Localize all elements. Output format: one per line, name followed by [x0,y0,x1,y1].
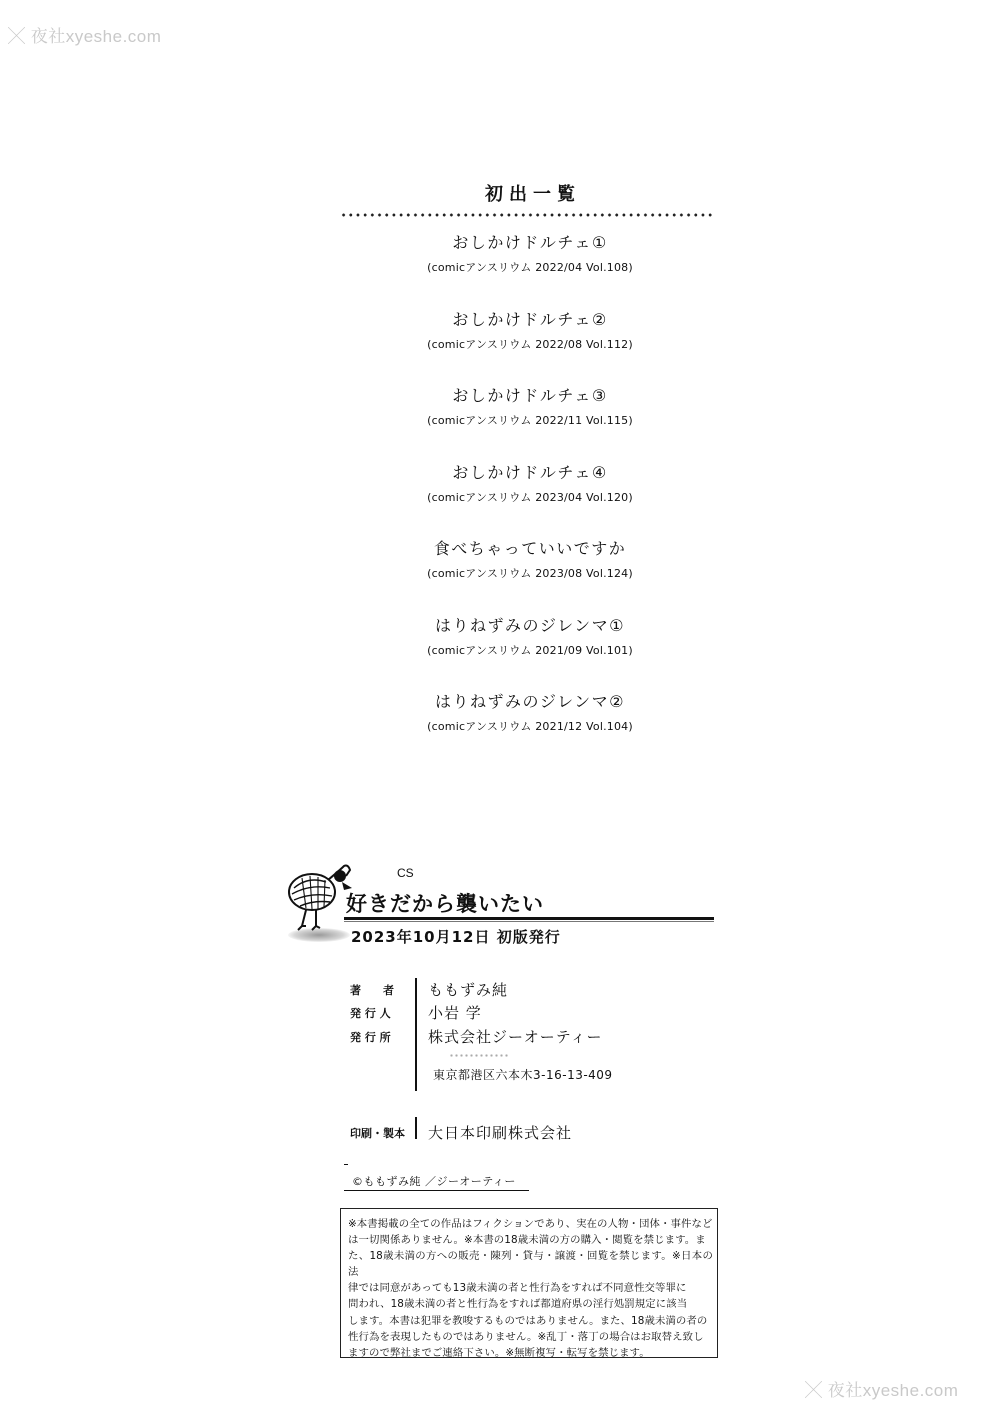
list-item [380,385,680,462]
copyright-line: ©ももずみ純 ／ジーオーティー [352,1175,516,1188]
work-source: (comicアンスリウム 2023/04 Vol.120) [427,490,633,504]
work-source: (comicアンスリウム 2021/09 Vol.101) [427,643,633,657]
list-item [380,462,680,539]
notice-line: 性行為を表現したものではありません。※乱丁・落丁の場合はお取替え致し [348,1330,704,1343]
publisher-row [350,1028,603,1046]
notice-line: た、18歳未満の方への販売・陳列・貸与・譲渡・回覧を禁じます。※日本の法 [348,1250,713,1279]
watermark: ╳ 夜社xyeshe.com [8,27,162,46]
author-label: 著 者 [350,984,394,997]
notice-line: 律では同意があっても13歳未満の者と性行為をすれば不同意性交等罪に [348,1282,687,1295]
notice-line: ※本書掲載の全ての作品はフィクションであり、実在の人物・団体・事件など [348,1218,713,1230]
title-rule [344,921,714,922]
publisher-person-label: 発 行 人 [350,1007,391,1020]
publisher-person-row [350,1004,482,1022]
list-item [380,538,680,615]
publisher-label: 発 行 所 [350,1031,391,1044]
section-title: 初出一覧 [485,184,581,205]
notice-line: します。本書は犯罪を教唆するものではありません。また、18歳未満の者の [348,1314,708,1327]
work-title: おしかけドルチェ③ [452,386,608,405]
title-rule [344,917,714,920]
printer-label: 印刷・製本 [350,1127,405,1140]
first-appearance-list [380,232,680,768]
work-title: はりねずみのジレンマ① [434,615,626,635]
copyright-rule [344,1190,529,1191]
work-title: 食べちゃっていいですか [433,539,627,558]
work-title: おしかけドルチェ① [452,233,608,252]
publisher-person-name: 小岩 学 [428,1004,482,1022]
credits-divider [415,1117,417,1139]
list-item [380,615,680,692]
imprint-label: CS [397,866,414,880]
credits-divider [415,978,417,1091]
list-item [380,232,680,309]
first-appearance-header [340,180,720,206]
dotted-divider [340,213,715,217]
author-row [350,981,509,999]
work-source: (comicアンスリウム 2022/08 Vol.112) [427,337,633,351]
printer-name: 大日本印刷株式会社 [428,1124,573,1142]
work-title: はりねずみのジレンマ② [434,692,626,711]
work-title: おしかけドルチェ④ [452,462,608,482]
publisher-address: 東京都港区六本木3-16-13-409 [433,1068,613,1082]
postal-code-faint [449,1054,509,1057]
list-item [380,309,680,386]
publication-date: 2023年10月12日 初版発行 [351,928,561,946]
list-item [380,691,680,768]
legal-notice-box [340,1208,718,1358]
notice-line: 問われ、18歳未満の者と性行為をすれば都道府県の淫行処罰規定に該当 [348,1298,688,1311]
publisher-name: 株式会社ジーオーティー [428,1028,603,1046]
notice-line: ますので弊社までご連絡下さい。※無断複写・転写を禁じます。 [348,1346,650,1359]
notice-line: は一切関係ありません。※本書の18歳未満の方の購入・閲覧を禁じます。ま [348,1234,706,1247]
work-source: (comicアンスリウム 2021/12 Vol.104) [427,720,633,733]
work-source: (comicアンスリウム 2022/11 Vol.115) [427,414,633,427]
work-source: (comicアンスリウム 2023/08 Vol.124) [427,567,633,580]
printer-row [350,1124,573,1142]
work-title: おしかけドルチェ② [452,309,608,329]
work-source: (comicアンスリウム 2022/04 Vol.108) [427,261,633,274]
author-name: ももずみ純 [428,981,509,999]
copyright-rule [344,1164,348,1165]
book-title: 好きだから襲いたい [346,892,544,916]
watermark: ╳ 夜社xyeshe.com [805,1381,959,1400]
